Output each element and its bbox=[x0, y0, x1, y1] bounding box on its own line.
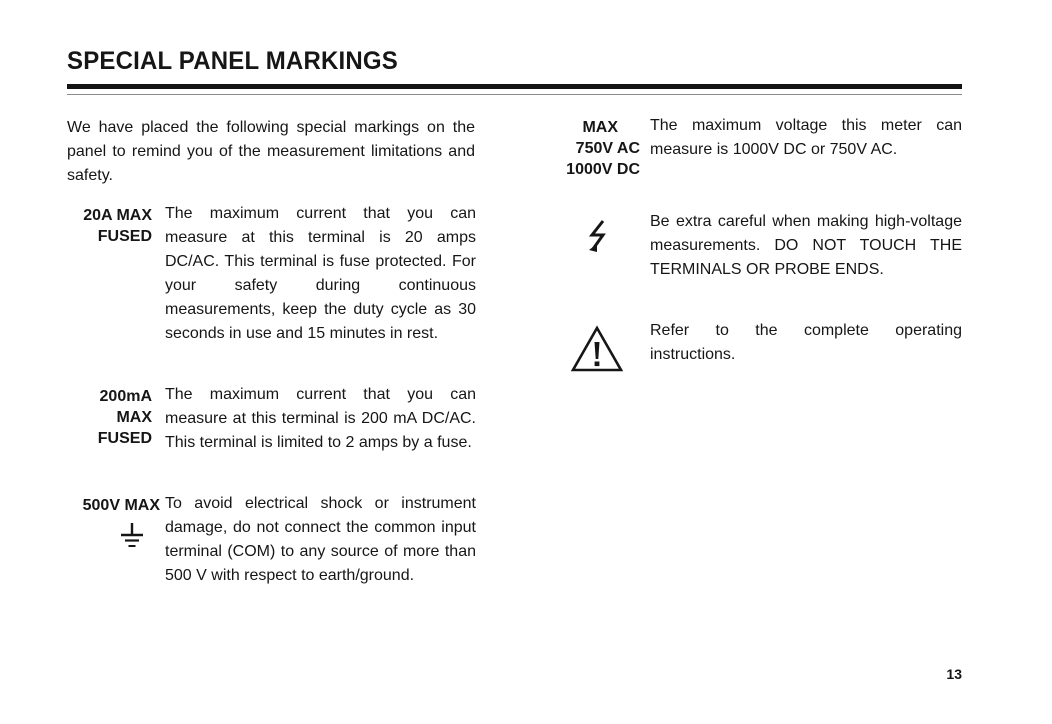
marking-desc-200ma: The maximum current that you can measure at this terminal is 200 mA DC/AC. This terminal is limited to 2 amps by a fuse. bbox=[165, 386, 476, 451]
marking-label-200ma bbox=[60, 386, 152, 449]
high-voltage-icon bbox=[586, 219, 610, 253]
label-line: 200mA bbox=[99, 388, 152, 405]
marking-desc-500v: To avoid electrical shock or instrument damage, do not connect the common input terminal (COM) to any source of more than 500 V with respect to earth/ground. bbox=[165, 495, 476, 584]
ground-icon bbox=[117, 522, 147, 550]
title-rule-thin bbox=[67, 94, 962, 95]
marking-desc-20a: The maximum current that you can measure at this terminal is 20 amps DC/AC. This terminal is fuse protected. For your safety during continuous measurements, keep the duty cycle as 30 seconds in use and 15 minutes in rest. bbox=[165, 205, 476, 342]
marking-desc-high-voltage: Be extra careful when making high-voltage measurements. DO NOT TOUCH THE TERMINALS OR PROBE ENDS. bbox=[650, 213, 962, 278]
marking-desc-warning: Refer to the complete operating instructions. bbox=[650, 322, 962, 363]
label-line: FUSED bbox=[97, 228, 152, 245]
label-line: 1000V DC bbox=[566, 161, 640, 178]
marking-desc-voltage: The maximum voltage this meter can measure is 1000V DC or 750V AC. bbox=[650, 117, 962, 158]
warning-triangle-icon bbox=[570, 325, 624, 373]
page-title: SPECIAL PANEL MARKINGS bbox=[67, 47, 398, 75]
label-line: 500V MAX bbox=[82, 497, 160, 514]
label-line: 20A MAX bbox=[83, 207, 152, 224]
label-line: FUSED bbox=[97, 430, 152, 447]
marking-label-voltage bbox=[540, 117, 640, 180]
marking-label-20a bbox=[60, 205, 152, 247]
page-number: 13 bbox=[946, 666, 962, 682]
label-line: 750V AC bbox=[575, 140, 640, 157]
intro-paragraph: We have placed the following special markings on the panel to remind you of the measurement limitations and safety. bbox=[67, 119, 475, 184]
title-rule bbox=[67, 84, 962, 89]
marking-label-500v bbox=[60, 495, 160, 516]
label-line: MAX bbox=[116, 409, 152, 426]
label-line: MAX bbox=[582, 119, 618, 136]
